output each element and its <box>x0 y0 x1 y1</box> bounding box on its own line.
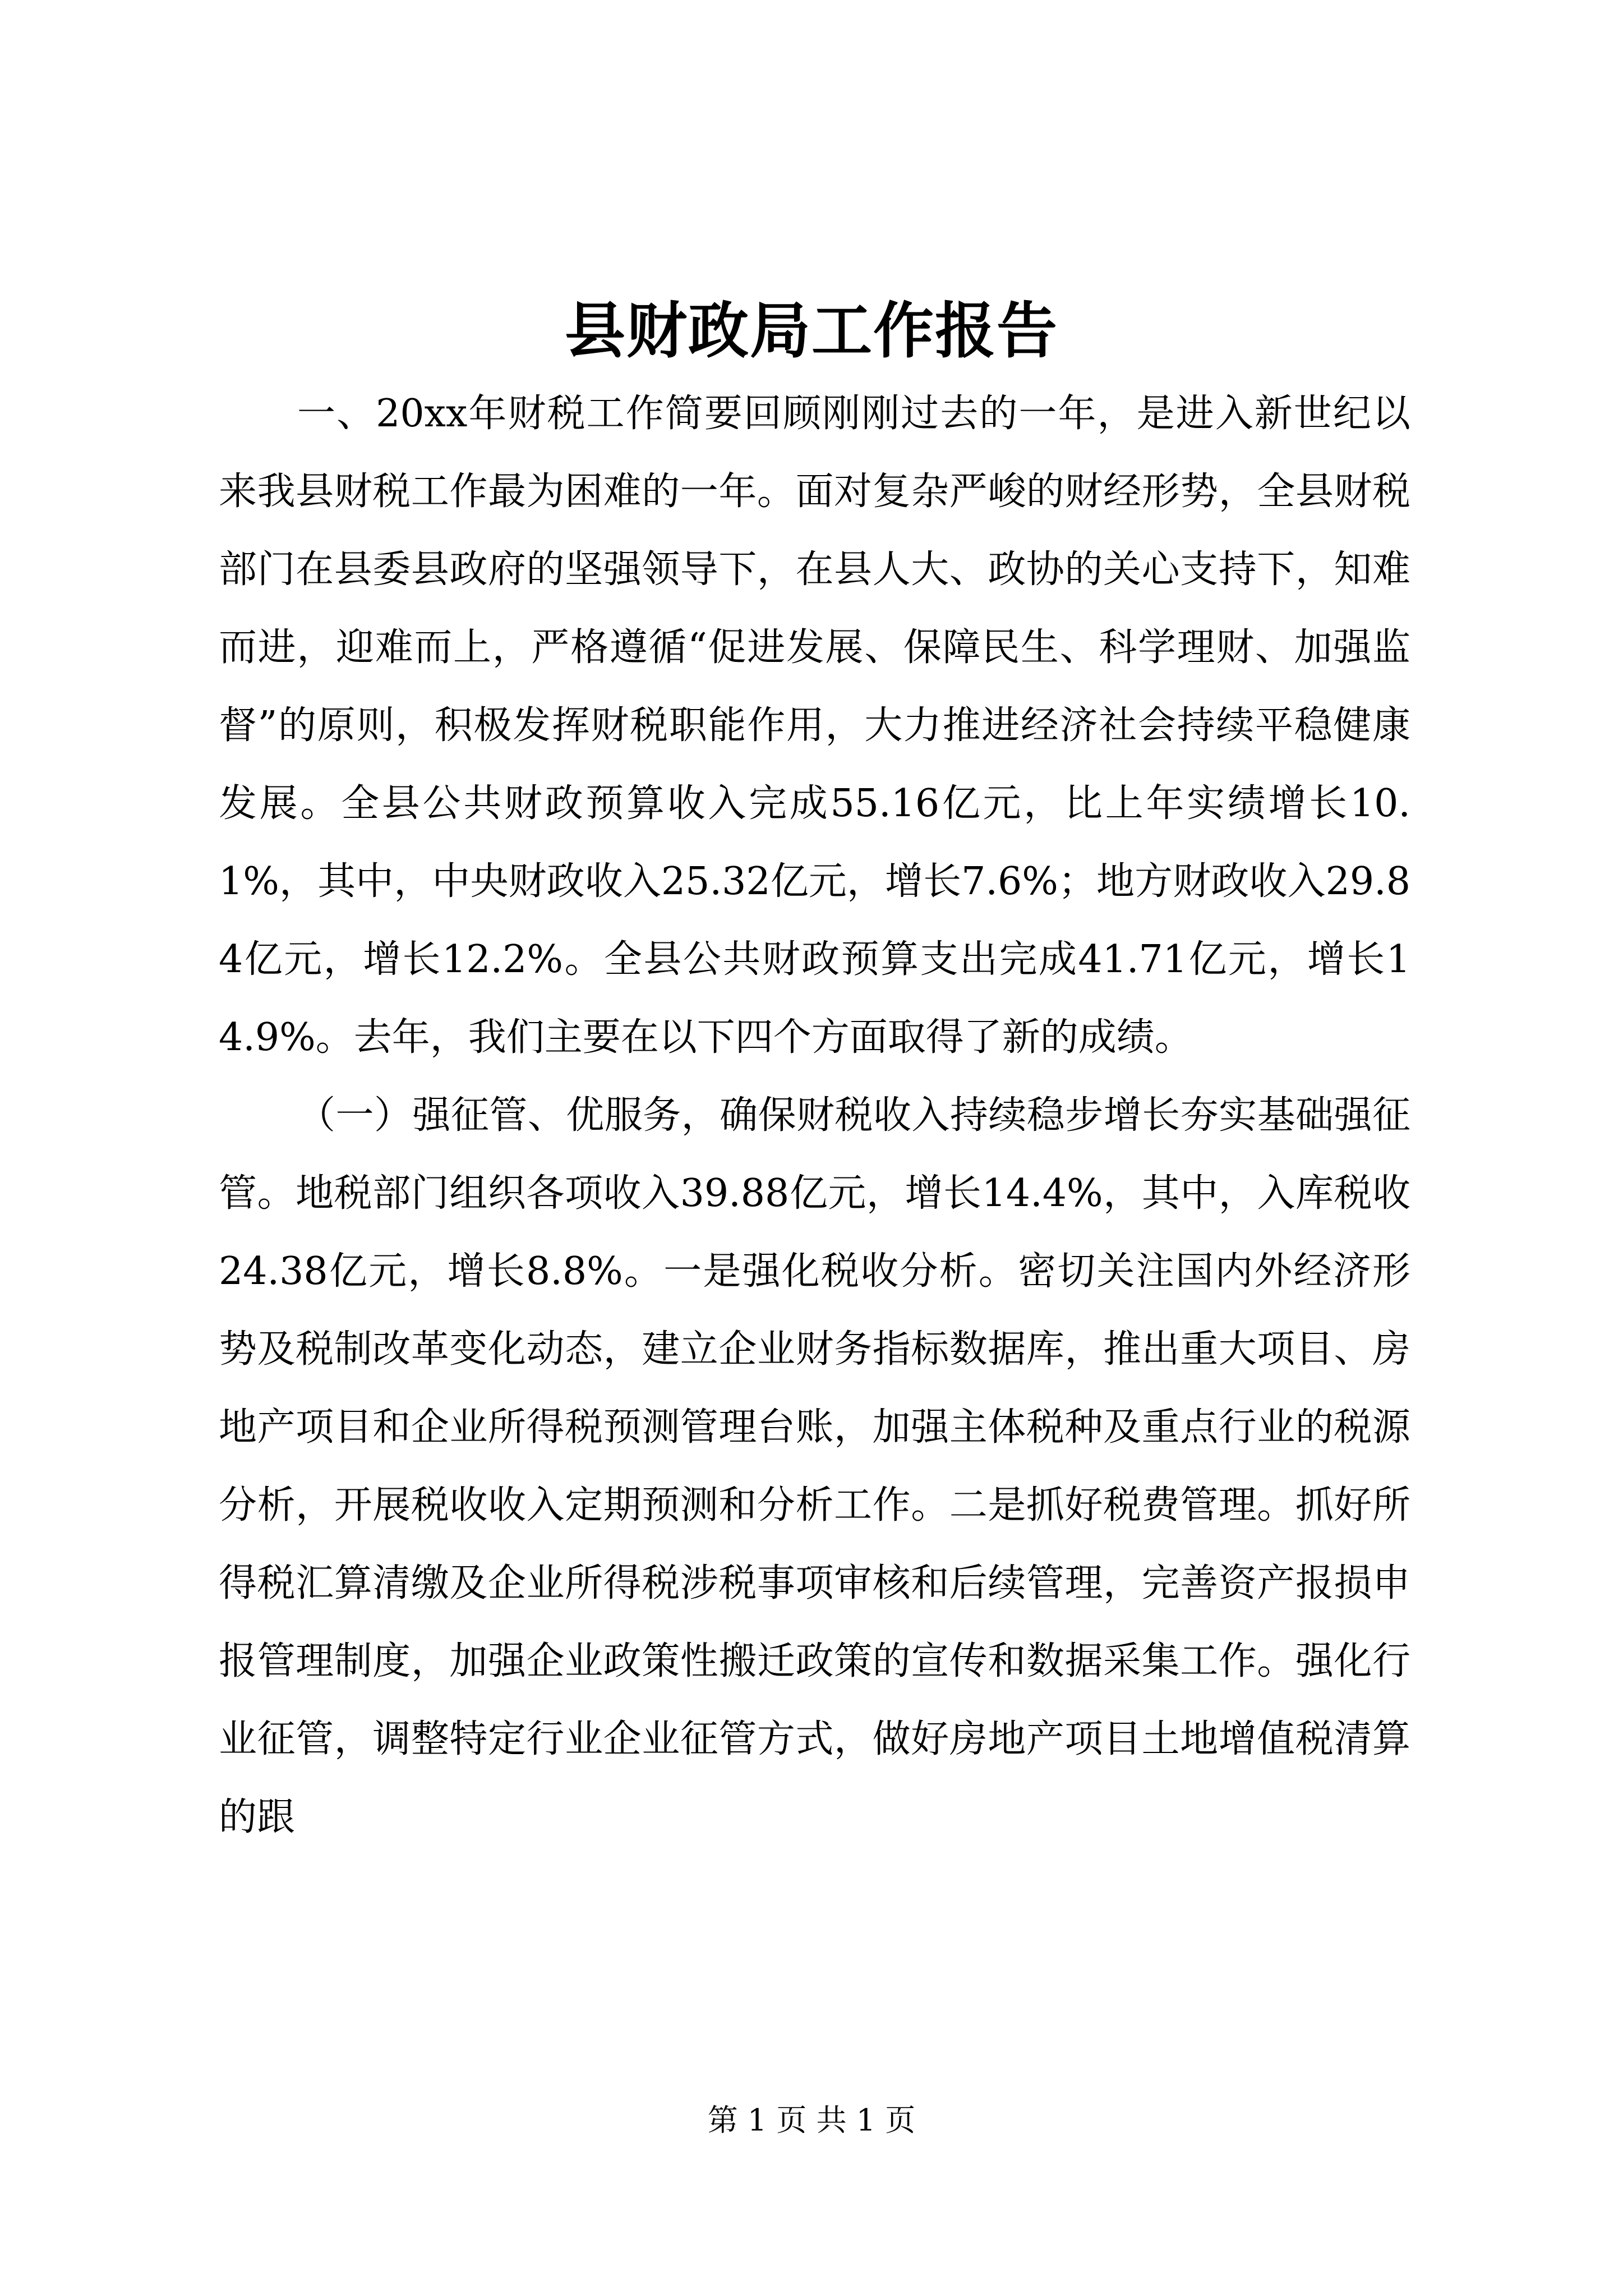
document-body <box>219 375 1410 1856</box>
document-title: 县财政局工作报告 <box>564 296 1058 366</box>
paragraph-2: （一）强征管、优服务，确保财税收入持续稳步增长夯实基础强征管。地税部门组织各项收入39.88亿元，增长14.4%，其中，入库税收24.38亿元，增长8.8%。一是强化税收分析。密切关注国内外经济形势及税制改革变化动态，建立企业财务指标数据库，推出重大项目、房地产项目和企业所得税预测管理台账，加强主体税种及重点行业的税源分析，开展税收收入定期预测和分析工作。二是抓好税费管理。抓好所得税汇算清缴及企业所得税涉税事项审核和后续管理，完善资产报损申报管理制度，加强企业政策性搬迁政策的宣传和数据采集工作。强化行业征管，调整特定行业企业征管方式，做好房地产项目土地增值税清算的跟 <box>219 1093 1410 1839</box>
page-footer: 第 1 页 共 1 页 <box>707 2102 916 2138</box>
paragraph-1: 一、20xx年财税工作简要回顾刚刚过去的一年，是进入新世纪以来我县财税工作最为困难的一年。面对复杂严峻的财经形势，全县财税部门在县委县政府的坚强领导下，在县人大、政协的关心支持下，知难而进，迎难而上，严格遵循“促进发展、保障民生、科学理财、加强监督”的原则，积极发挥财税职能作用，大力推进经济社会持续平稳健康发展。全县公共财政预算收入完成55.16亿元，比上年实绩增长10.1%，其中，中央财政收入25.32亿元，增长7.6%；地方财政收入29.84亿元，增长12.2%。全县公共财政预算支出完成41.71亿元，增长14.9%。去年，我们主要在以下四个方面取得了新的成绩。 <box>219 392 1410 1060</box>
